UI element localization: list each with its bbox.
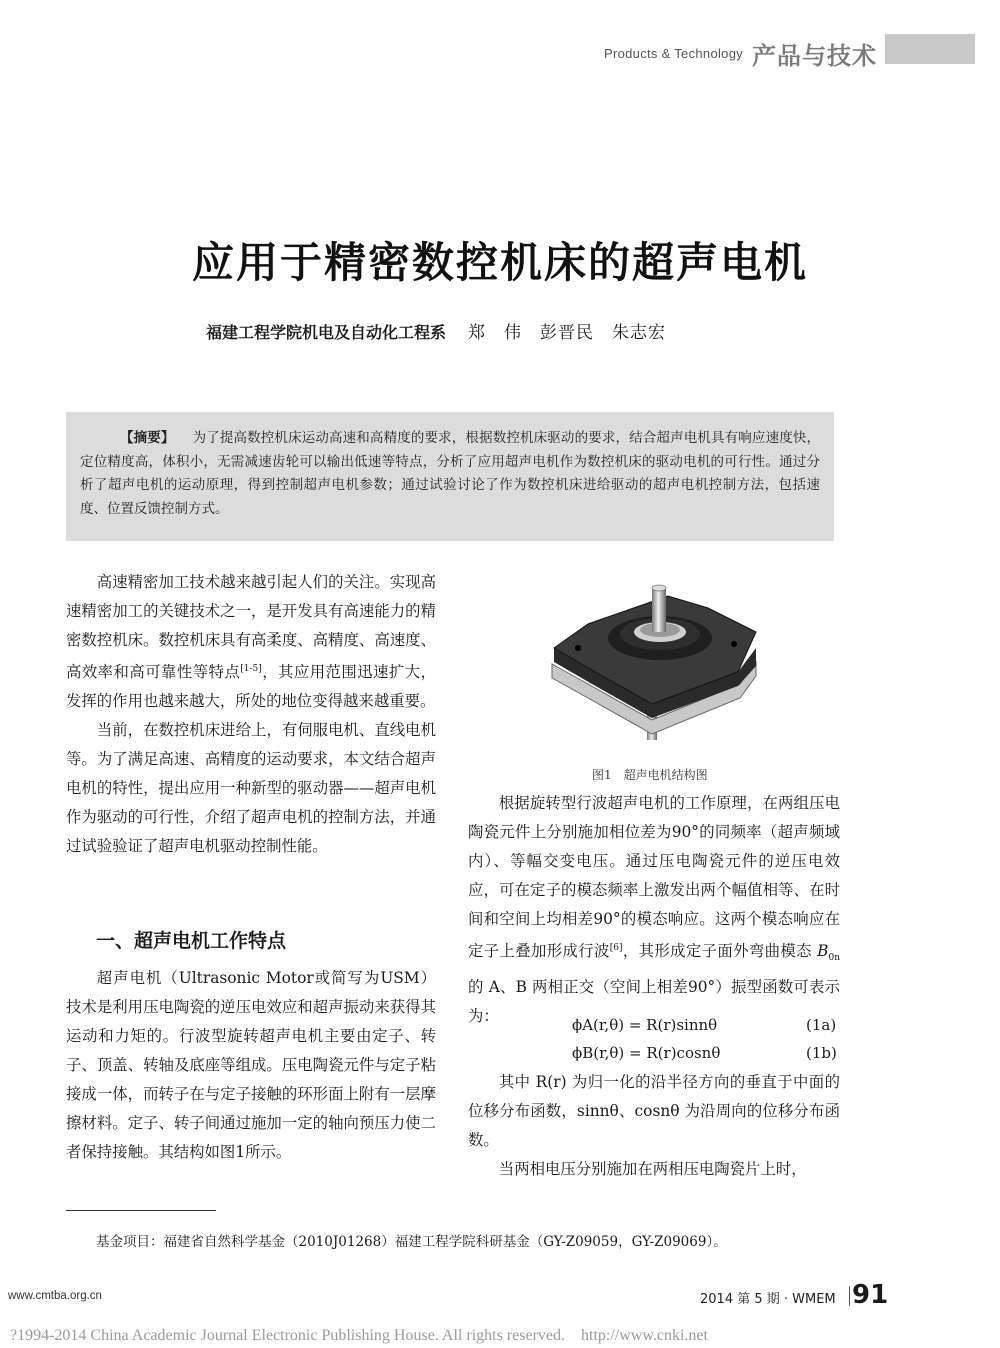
article-title: 应用于精密数控机床的超声电机 [191,238,808,287]
affiliation: 福建工程学院机电及自动化工程系 [206,323,447,342]
header-bar [885,34,975,64]
figure-caption: 图1 超声电机结构图 [592,768,708,782]
mode-subscript: 0n [828,953,840,964]
abstract-label: 【摘要】 [120,430,175,446]
footer-url: www.cmtba.org.cn [8,1290,102,1302]
citation: [1-5] [240,664,262,674]
body-column-right-lower [468,1068,840,1184]
paragraph: 其中 R(r) 为归一化的沿半径方向的垂直于中面的位移分布函数，sinnθ、cosnθ 为沿周向的位移分布函数。 [468,1073,840,1149]
text: 高速精密加工技术越来越引起人们的关注。实现高速精密加工的关键技术之一，是开发具有高速能力的精密数控机床。数控机床具有高柔度、高精度、高速度、高效率和高可靠性等特点 [66,573,436,682]
paragraph: 超声电机（Ultrasonic Motor或简写为USM）技术是利用压电陶瓷的逆压电效应和超声振动来获得其运动和力矩的。行波型旋转超声电机主要由定子、转子、顶盖、转轴及底座等组成。压电陶瓷元件与定子粘接成一体，而转子在与定子接触的环形面上附有一层摩擦材料。定子、转子间通过施加一定的轴向预压力使二者保持接触。其结构如图1所示。 [66,969,436,1161]
body-column-left [66,568,436,861]
paragraph: 当前，在数控机床进给上，有伺服电机、直线电机等。为了满足高速、高精度的运动要求，本文结合超声电机的特性，提出应用一种新型的驱动器——超声电机作为驱动的可行性，介绍了超声电机的控制方法，并通过试验验证了超声电机驱动控制性能。 [66,721,436,856]
equation-1b: ϕB(r,θ) = R(r)cosnθ [572,1044,721,1062]
text: ，其应用范围迅速扩大，发挥的作用也越来越大，所处的地位变得越来越重要。 [66,663,436,711]
footer-issue: 2014 第 5 期 · WMEM [700,1292,836,1307]
equation-number: (1b) [806,1044,837,1062]
footnote: 基金项目：福建省自然科学基金（2010J01268）福建工程学院科研基金（GY-Z09059，GY-Z09069）。 [96,1234,727,1250]
author-line [206,318,666,343]
header-en: Products & Technology [604,46,744,61]
ultrasonic-motor-image [548,582,778,752]
text: ，其形成定子面外弯曲模态 [622,942,812,961]
author-names: 郑 伟 彭晋民 朱志宏 [468,323,667,343]
paragraph: 当两相电压分别施加在两相压电陶瓷片上时， [498,1160,807,1178]
copyright-line: ?1994-2014 China Academic Journal Electronic Publishing House. All rights reserved. http://www.cnki.net [10,1327,708,1344]
motor-figure [548,582,778,756]
paragraph [66,568,436,716]
paragraph [468,789,840,1031]
body-column-left-lower [66,964,436,1167]
citation: [6] [609,943,623,953]
text: 的 A、B 两相正交（空间上相差90°）振型函数可表示为： [468,978,840,1026]
mode-symbol: B [817,942,829,961]
abstract-text: 为了提高数控机床运动高速和高精度的要求，根据数控机床驱动的要求，结合超声电机具有响应速度快，定位精度高，体积小，无需减速齿轮可以输出低速等特点，分析了应用超声电机作为数控机床的驱动电机的可行性。通过分析了超声电机的运动原理，得到控制超声电机参数；通过试验讨论了作为数控机床进给驱动的超声电机控制方法，包括速度、位置反馈控制方式。 [80,430,821,517]
text: 根据旋转型行波超声电机的工作原理，在两组压电陶瓷元件上分别施加相位差为90°的同频率（超声频域内）、等幅交变电压。通过压电陶瓷元件的逆压电效应，可在定子的模态频率上激发出两个幅值相等、在时间和空间上均相差90°的模态响应。这两个模态响应在定子上叠加形成行波 [468,794,840,961]
equation-1a: ϕA(r,θ) = R(r)sinnθ [572,1016,718,1034]
equation-number: (1a) [806,1016,837,1034]
abstract-box [66,412,834,541]
body-column-right [468,789,840,1031]
page-number: 91 [852,1280,889,1310]
section-heading: 一、超声电机工作特点 [96,930,287,952]
header-cn: 产品与技术 [752,42,877,70]
footer-divider [849,1286,850,1306]
footnote-rule [66,1210,216,1211]
